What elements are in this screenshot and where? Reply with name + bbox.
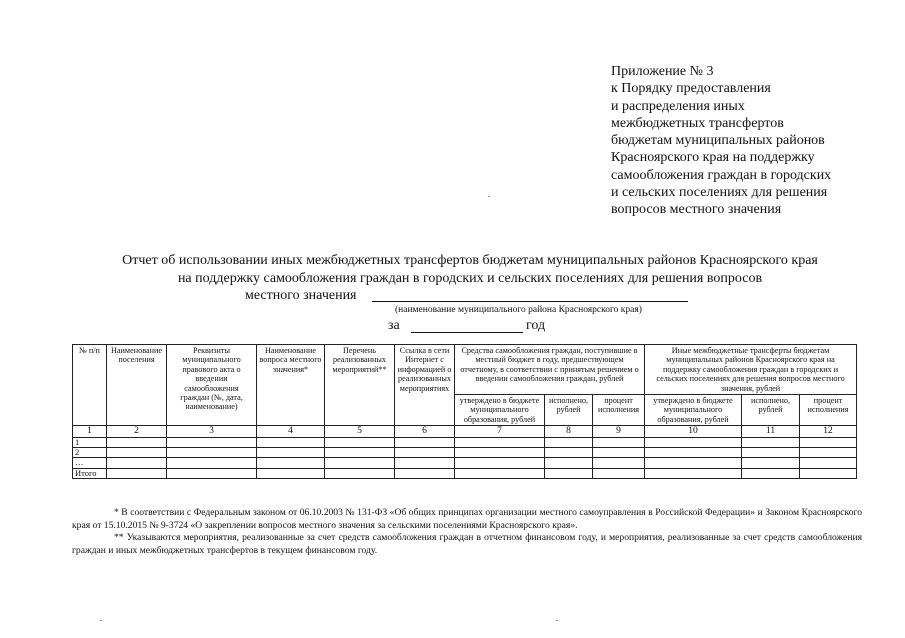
row-label-total: Итого — [73, 468, 107, 478]
footnote-2: ** Указываются мероприятия, реализованные за счет средств самообложения граждан в отчетном финансовом году, и мероприятия, реализованные за счет средств самообложения граждан и иных межбюджетных трансфертов в текущем финансовом году. — [72, 532, 862, 556]
header-g2-percent: процент исполнения — [800, 395, 857, 426]
header-g1-approved: утверждено в бюджете муниципального образования, рублей — [455, 395, 545, 426]
column-number: 11 — [742, 426, 800, 437]
footnote-1: * В соответствии с Федеральным законом от 06.10.2003 № 131-ФЗ «Об общих принципах организации местного самоуправления в Российской Федерации» и Законом Красноярского края от 15.10.2015 № 9-3724 «О закреплении вопросов местного значения за сельскими поселениями Красноярского края». — [72, 507, 862, 531]
table-row — [73, 437, 857, 447]
header-internet-link: Ссылка в сети Интернет с информацией о реализованных мероприятиях — [395, 345, 455, 426]
header-settlement: Наименование поселения — [107, 345, 167, 426]
appendix-line: самообложения граждан в городских — [611, 167, 832, 183]
header-measures: Перечень реализованных мероприятий** — [325, 345, 395, 426]
appendix-line: и распределения иных — [611, 98, 745, 114]
column-number: 7 — [455, 426, 545, 437]
header-self-taxation-funds: Средства самообложения граждан, поступившие в местный бюджет в году, предшествующем отчетному, в соответствии с принятым решением о введении самообложения граждан, рублей — [455, 345, 645, 395]
column-number: 12 — [800, 426, 857, 437]
table-row — [73, 448, 857, 458]
row-label: 1 — [73, 437, 107, 447]
appendix-line: к Порядку предоставления — [611, 81, 771, 97]
district-caption: (наименование муниципального района Красноярского края) — [395, 305, 642, 315]
appendix-block — [611, 63, 871, 219]
column-number: 1 — [73, 426, 107, 437]
column-number: 5 — [325, 426, 395, 437]
appendix-line: бюджетам муниципальных районов — [611, 133, 825, 149]
title-line-1: Отчет об использовании иных межбюджетных трансфертов бюджетам муниципальных районов Красноярского края — [122, 253, 818, 268]
column-number: 6 — [395, 426, 455, 437]
column-number: 2 — [107, 426, 167, 437]
appendix-line: вопросов местного значения — [611, 202, 782, 218]
year-blank — [411, 332, 523, 333]
scan-speck — [100, 620, 102, 621]
column-numbers-row — [73, 426, 857, 437]
report-title — [70, 252, 870, 288]
table-row-total — [73, 468, 857, 478]
table-row — [73, 458, 857, 468]
scan-speck — [556, 620, 558, 621]
header-g1-executed: исполнено, рублей — [545, 395, 593, 426]
footnotes — [72, 507, 862, 557]
report-table — [72, 344, 857, 479]
row-label: … — [73, 458, 107, 468]
year-suffix: год — [526, 318, 546, 333]
appendix-line: Красноярского края на поддержку — [611, 150, 815, 166]
column-number: 9 — [593, 426, 645, 437]
row-label: 2 — [73, 448, 107, 458]
header-legal-act: Реквизиты муниципального правового акта о введении самообложения граждан (№, дата, наименование) — [167, 345, 257, 426]
column-number: 10 — [645, 426, 742, 437]
appendix-line: межбюджетных трансфертов — [611, 115, 784, 131]
header-g1-percent: процент исполнения — [593, 395, 645, 426]
column-number: 4 — [257, 426, 325, 437]
title-line-2: на поддержку самообложения граждан в городских и сельских поселениях для решения вопросов — [177, 271, 763, 286]
column-number: 8 — [545, 426, 593, 437]
appendix-line: и сельских поселениях для решения — [611, 185, 828, 201]
district-name-blank — [372, 301, 688, 302]
header-g2-executed: исполнено, рублей — [742, 395, 800, 426]
year-prefix: за — [388, 318, 400, 333]
appendix-line: Приложение № 3 — [611, 64, 714, 79]
column-number: 3 — [167, 426, 257, 437]
scan-speck — [488, 196, 490, 197]
header-number: № п/п — [73, 345, 107, 426]
header-g2-approved: утверждено в бюджете муниципального образования, рублей — [645, 395, 742, 426]
header-local-issue: Наименование вопроса местного значения* — [257, 345, 325, 426]
title-line-3: местного значения — [245, 288, 357, 303]
header-transfers: Иные межбюджетные трансферты бюджетам муниципальных районов Красноярского края на поддержку самообложения граждан в городских и сельских поселениях для решения вопросов местного значения, рублей — [645, 345, 857, 395]
